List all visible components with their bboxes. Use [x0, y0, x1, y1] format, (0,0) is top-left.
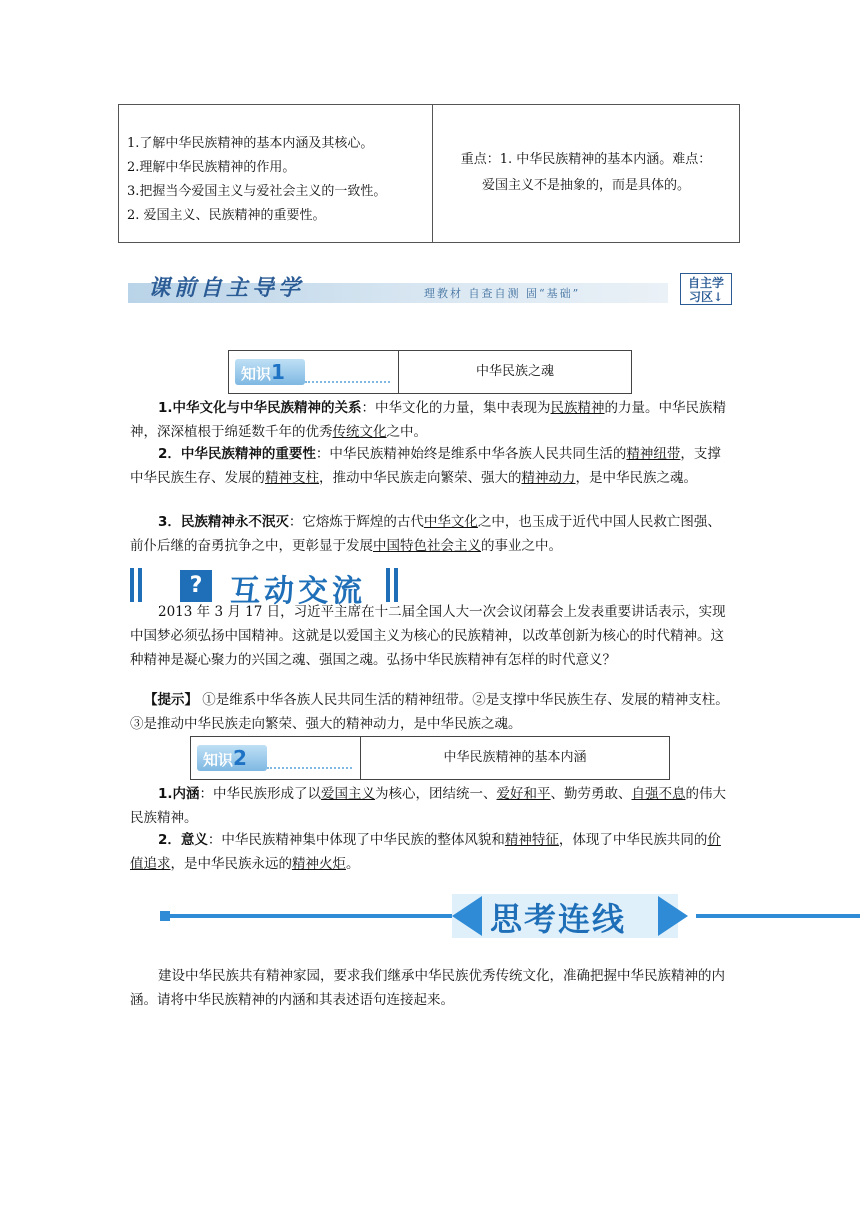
badge-line: 习区↓ — [688, 290, 724, 304]
knowledge-tag-text: 知识 — [203, 751, 234, 769]
underlined-term: 传统文化 — [332, 424, 387, 440]
underlined-term: 价值追求 — [130, 832, 721, 872]
paragraph-heading: 1.中华文化与中华民族精神的关系 — [158, 400, 362, 416]
paragraph-heading: 2．意义 — [158, 832, 208, 848]
underlined-term: 自强不息 — [631, 786, 686, 802]
text-run: 之中。 — [386, 424, 427, 440]
knowledge-tag — [229, 351, 399, 393]
key-points-line: 爱国主义不是抽象的，而是具体的。 — [481, 178, 690, 193]
knowledge-pill — [197, 745, 267, 771]
knowledge-number: 1 — [271, 360, 285, 384]
hint-text: ①是维系中华各族人民共同生活的精神纽带。②是支撑中华民族生存、发展的精神支柱。③是推动中华民族走向繁荣、强大的精神动力，是中华民族之魂。 — [130, 692, 729, 732]
underlined-term: 精神动力 — [521, 470, 576, 486]
heading-title: 互动交流 — [230, 574, 366, 609]
heading-bar — [386, 568, 390, 602]
text-run: ，支撑中华民族生存、发展的 — [130, 446, 721, 486]
text-run: ，体现了中华民族共同的 — [558, 832, 708, 848]
text-run: ：中华文化的力量，集中表现为 — [361, 400, 551, 416]
text-run: 之中，也玉成于近代中国人民救亡图强、前仆后继的奋勇抗争之中，更彰显于发展 — [130, 514, 721, 554]
underlined-term: 精神纽带 — [626, 446, 681, 462]
goals-right-cell — [433, 105, 739, 242]
heading-title: 思考连线 — [490, 900, 627, 938]
arrow-left-icon — [452, 896, 482, 936]
banner-subtitle: 理教材 自查自测 固“基础” — [424, 287, 581, 300]
knowledge-title: 中华民族精神的基本内涵 — [443, 750, 587, 765]
banner-badge — [680, 273, 732, 305]
text-run: ，推动中华民族走向繁荣、强大的 — [319, 470, 522, 486]
heading-bar — [394, 568, 398, 602]
goal-item: 2.理解中华民族精神的作用。 — [127, 160, 296, 175]
underlined-term: 精神特征 — [504, 832, 559, 848]
knowledge-box-1 — [228, 350, 632, 394]
knowledge-number: 2 — [233, 746, 247, 770]
knowledge-title: 中华民族之魂 — [475, 364, 554, 379]
text-run: ：中华民族精神集中体现了中华民族的整体风貌和 — [207, 832, 505, 848]
dotted-line — [267, 767, 352, 769]
paragraph-7 — [130, 828, 734, 876]
hint-label: 【提示】 — [144, 692, 198, 708]
text-run: 、勤劳勇敢、 — [550, 786, 632, 802]
underlined-term: 爱好和平 — [496, 786, 551, 802]
goal-item: 3.把握当今爱国主义与爱社会主义的一致性。 — [127, 184, 387, 199]
knowledge-tag-text: 知识 — [241, 365, 272, 383]
dotted-line — [305, 381, 390, 383]
paragraph-heading: 3．民族精神永不泯灭 — [158, 514, 289, 530]
goal-item: 2. 爱国主义、民族精神的重要性。 — [127, 208, 326, 223]
text-run: ，是中华民族永远的 — [170, 856, 292, 872]
underlined-term: 中华文化 — [423, 514, 478, 530]
goal-item: 1.了解中华民族精神的基本内涵及其核心。 — [127, 136, 374, 151]
banner-title: 课前自主导学 — [148, 275, 305, 301]
knowledge-tag — [191, 737, 361, 779]
paragraph-4: 2013 年 3 月 17 日，习近平主席在十二届全国人大一次会议闭幕会上发表重要讲话表示，实现中国梦必须弘扬中国精神。这就是以爱国主义为核心的民族精神，以改革创新为核心的时代精神。这种精神是凝心聚力的兴国之魂、强国之魂。弘扬中华民族精神有怎样的时代意义？ — [130, 604, 726, 668]
underlined-term: 爱国主义 — [321, 786, 376, 802]
knowledge-box-2 — [190, 736, 670, 780]
heading-bar — [138, 568, 142, 602]
paragraph-8: 建设中华民族共有精神家园，要求我们继承中华民族优秀传统文化，准确把握中华民族精神的内涵。请将中华民族精神的内涵和其表述语句连接起来。 — [130, 968, 725, 1008]
heading-bar — [130, 568, 134, 602]
knowledge-pill — [235, 359, 305, 385]
line-dot — [160, 911, 170, 921]
text-run: ：它熔炼于辉煌的古代 — [288, 514, 424, 530]
paragraph-1 — [130, 396, 734, 444]
text-run: ：中华民族形成了以 — [199, 786, 322, 802]
badge-line: 自主学 — [687, 276, 724, 290]
heading-line — [170, 914, 452, 918]
paragraph-2 — [130, 442, 734, 490]
text-run: ：中华民族精神始终是维系中华各族人民共同生活的 — [315, 446, 627, 462]
paragraph-heading: 2．中华民族精神的重要性 — [158, 446, 316, 462]
learning-goals-table — [118, 104, 740, 243]
text-run: 。 — [346, 856, 360, 872]
underlined-term: 民族精神 — [550, 400, 605, 416]
paragraph-heading: 1.内涵 — [158, 786, 200, 802]
text-run: 的事业之中。 — [481, 538, 562, 554]
underlined-term: 精神支柱 — [265, 470, 319, 486]
text-run: 的伟大民族精神。 — [130, 786, 727, 826]
heading-line — [696, 914, 860, 918]
paragraph-hint — [130, 688, 734, 736]
arrow-right-icon — [658, 896, 688, 936]
text-run: 的力量。中华民族精神，深深植根于绵延数千年的优秀 — [130, 400, 727, 440]
key-points-line: 重点：1. 中华民族精神的基本内涵。难点： — [460, 152, 712, 167]
paragraph-6 — [130, 782, 734, 830]
thinking-heading — [160, 884, 860, 948]
goals-left-cell — [119, 105, 433, 242]
section-banner — [128, 271, 732, 307]
underlined-term: 中国特色社会主义 — [373, 538, 481, 554]
text-run: 为核心，团结统一、 — [375, 786, 497, 802]
text-run: ，是中华民族之魂。 — [575, 470, 697, 486]
question-mark-icon: ? — [180, 570, 212, 602]
paragraph-3 — [130, 510, 734, 558]
underlined-term: 精神火炬 — [292, 856, 346, 872]
